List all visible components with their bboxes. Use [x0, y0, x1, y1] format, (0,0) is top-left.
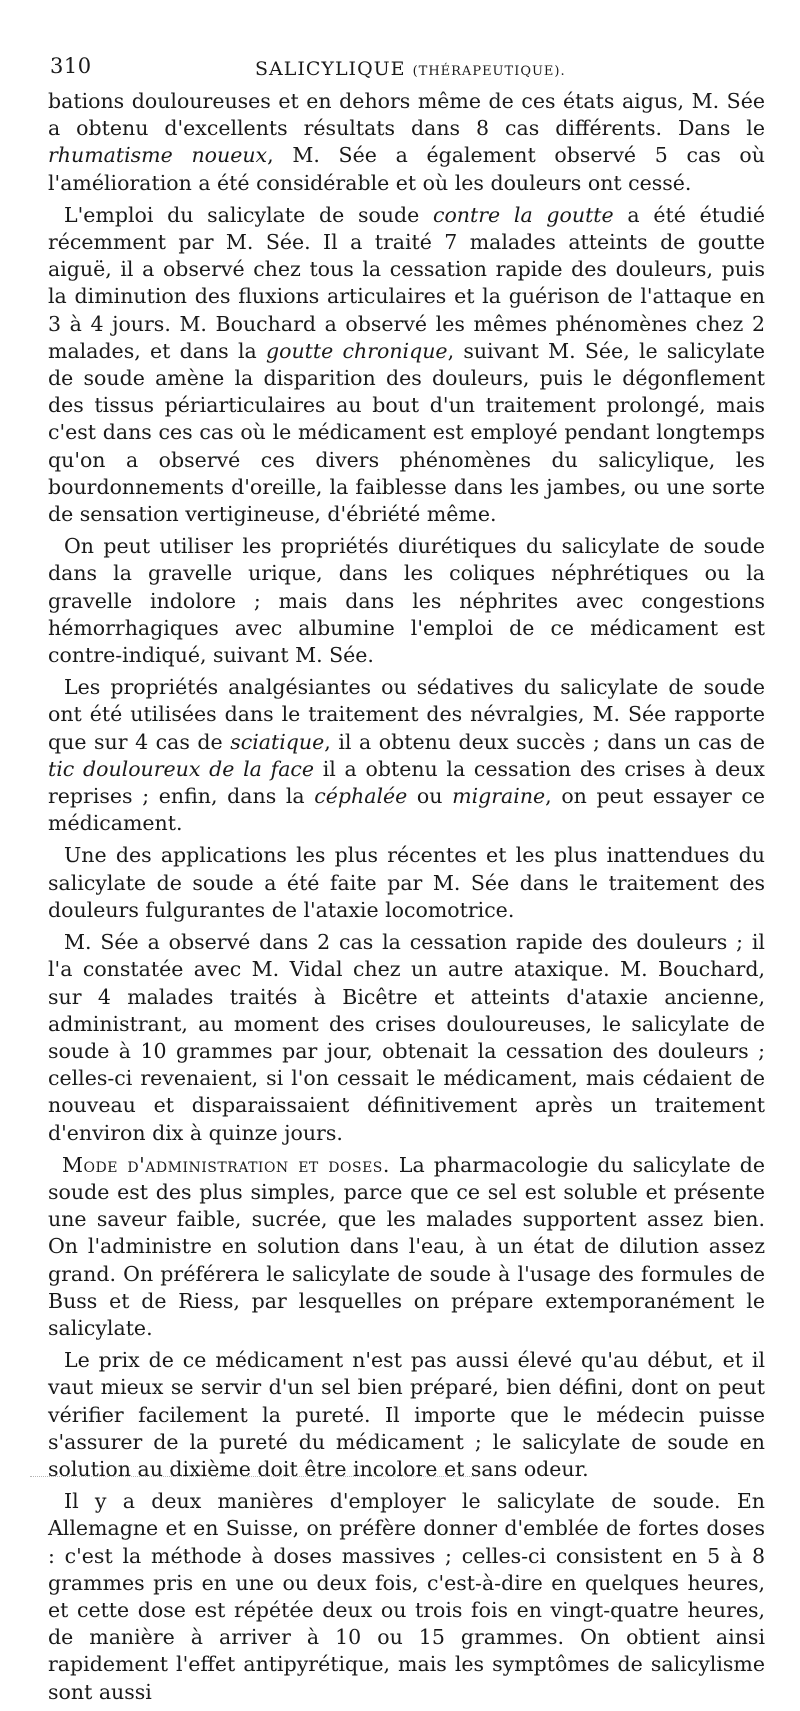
text-run: , M. Sée a également observé 5 cas où l'amélioration a été considérable et où les douleurs ont cessé. — [48, 143, 765, 195]
paragraph — [48, 674, 765, 837]
body-text — [48, 88, 765, 1711]
running-head — [255, 58, 566, 80]
text-run: L'emploi du salicylate de soude — [64, 202, 433, 227]
footer-rule — [30, 1470, 480, 1477]
text-run: On peut utiliser les propriétés diurétiques du salicylate de soude dans la gravelle urique, dans les coliques néphrétiques ou la gravelle indolore ; mais dans les néphrites avec congestions hémorrhagiques avec albumine l'emploi de ce médicament est contre-indiqué, suivant M. Sée. — [48, 534, 765, 668]
running-head-title: SALICYLIQUE — [255, 58, 406, 80]
text-run: ou — [407, 784, 453, 809]
italic-term: goutte chronique — [265, 338, 448, 363]
page-header — [50, 50, 770, 90]
italic-term: migraine — [452, 784, 546, 809]
italic-term: contre la goutte — [432, 202, 614, 227]
section-heading: Mode d'administration et doses. — [62, 1152, 390, 1177]
running-head-subtitle: (THÉRAPEUTIQUE). — [412, 64, 566, 79]
section-paragraph — [48, 1152, 765, 1342]
text-run: , il a obtenu deux succès ; dans un cas de — [324, 729, 765, 754]
paragraph — [48, 1488, 765, 1706]
text-run: bations douloureuses et en dehors même de ces états aigus, M. Sée a obtenu d'excellents résultats dans 8 cas différents. Dans le — [48, 89, 765, 141]
paragraph — [48, 533, 765, 669]
text-run: , suivant M. Sée, le salicylate de soude amène la disparition des douleurs, puis le dégonflement des tissus périarticulaires au bout d'un traitement prolongé, mais c'est dans ces cas où le médicament est employé pendant longtemps qu'on a observé ces divers phénomènes du salicylique, les bourdonnements d'oreille, la faiblesse dans les jambes, ou une sorte de sensation vertigineuse, d'ébriété même. — [48, 338, 765, 527]
text-run: a été étudié récemment par M. Sée. Il a traité 7 malades atteints de goutte aiguë, il a observé chez tous la cessation rapide des douleurs, puis la diminution des fluxions articulaires et la guérison de l'attaque en 3 à 4 jours. M. Bouchard a observé les mêmes phénomènes chez 2 malades, et dans la — [48, 202, 765, 363]
text-run: Les propriétés analgésiantes ou sédatives du salicylate de soude ont été utilisées dans le traitement des névralgies, M. Sée rapporte que sur 4 cas de — [48, 675, 765, 754]
text-run: il a obtenu la cessation des crises à deux reprises ; enfin, dans la — [48, 756, 765, 809]
italic-term: tic douloureux de la face — [48, 756, 315, 781]
text-run: M. Sée a observé dans 2 cas la cessation rapide des douleurs ; il l'a constatée avec M. Vidal chez un autre ataxique. M. Bouchard, sur 4 malades traités à Bicêtre et atteints d'ataxie ancienne, administrant, au moment des crises douloureuses, le salicylate de soude à 10 grammes par jour, obtenait la cessation des douleurs ; celles-ci revenaient, si l'on cessait le médicament, mais cédaient de nouveau et disparaissaient définitivement après un traitement d'environ dix à quinze jours. — [48, 930, 765, 1145]
paragraph — [48, 202, 765, 528]
text-run: Une des applications les plus récentes et les plus inattendues du salicylate de soude a été faite par M. Sée dans le traitement des douleurs fulgurantes de l'ataxie locomotrice. — [48, 843, 765, 922]
italic-term: céphalée — [314, 784, 408, 809]
italic-term: sciatique — [230, 729, 325, 754]
text-run: Il y a deux manières d'employer le salicylate de soude. En Allemagne et en Suisse, on préfère donner d'emblée de fortes doses : c'est la méthode à doses massives ; celles-ci consistent en 5 à 8 grammes pris en une ou deux fois, c'est-à-dire en quelques heures, et cette dose est répétée deux ou trois fois en vingt-quatre heures, de manière à arriver à 10 ou 15 grammes. On obtient ainsi rapidement l'effet antipyrétique, mais les symptômes de salicylisme sont aussi — [48, 1489, 765, 1704]
paragraph — [48, 1347, 765, 1483]
paragraph — [48, 88, 765, 197]
paragraph — [48, 842, 765, 924]
text-run: , on peut essayer ce médicament. — [48, 784, 766, 836]
text-run: Le prix de ce médicament n'est pas aussi élevé qu'au début, et il vaut mieux se servir d'un sel bien préparé, bien défini, dont on peut vérifier facilement la pureté. Il importe que le médecin puisse s'assurer de la pureté du médicament ; le salicylate de soude en solution au dixième doit être incolore et sans odeur. — [48, 1348, 765, 1481]
page-number: 310 — [50, 54, 92, 78]
paragraph — [48, 929, 765, 1147]
text-run: La pharmacologie du salicylate de soude est des plus simples, parce que ce sel est soluble et présente une saveur faible, sucrée, que les malades supportent assez bien. On l'administre en solution dans l'eau, à un état de dilution assez grand. On préférera le salicylate de soude à l'usage des formules de Buss et de Riess, par lesquelles on prépare extemporanément le salicylate. — [48, 1152, 765, 1340]
italic-term: rhumatisme noueux — [48, 143, 268, 168]
